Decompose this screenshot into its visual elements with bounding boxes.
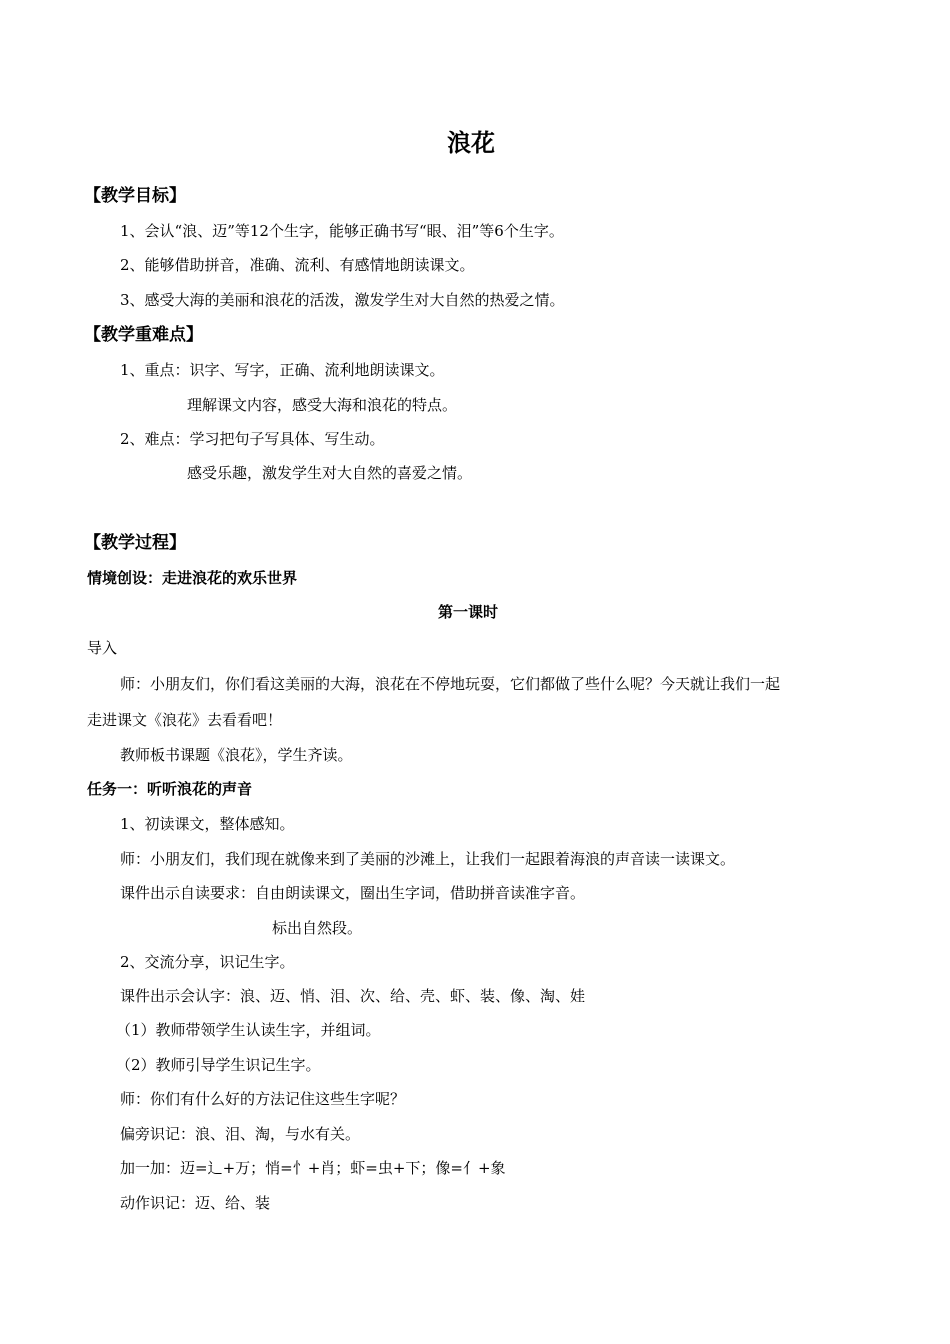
objectives-heading: 【教学目标】 bbox=[84, 186, 186, 206]
task1-line: 加一加：迈=辶+万；悄=忄+肖；虾=虫+下；像=亻+象 bbox=[120, 1159, 506, 1177]
intro-label: 导入 bbox=[87, 639, 118, 657]
task1-line: 偏旁识记：浪、泪、淘，与水有关。 bbox=[120, 1125, 361, 1143]
key-point-continuation: 理解课文内容，感受大海和浪花的特点。 bbox=[187, 396, 458, 414]
task1-line: 2、交流分享，识记生字。 bbox=[120, 953, 295, 971]
task1-line: 动作识记：迈、给、装 bbox=[120, 1194, 271, 1212]
difficulty-continuation: 感受乐趣，激发学生对大自然的喜爱之情。 bbox=[187, 464, 473, 482]
key-points-heading: 【教学重难点】 bbox=[84, 325, 203, 345]
process-heading: 【教学过程】 bbox=[84, 533, 186, 553]
intro-paragraph: 走进课文《浪花》去看看吧！ bbox=[87, 711, 283, 729]
task1-sub-line: （2）教师引导学生识记生字。 bbox=[116, 1056, 321, 1074]
task1-indent-line: 标出自然段。 bbox=[272, 919, 363, 937]
task1-line: 1、初读课文，整体感知。 bbox=[120, 815, 295, 833]
task1-sub-line: （1）教师带领学生认读生字，并组词。 bbox=[116, 1021, 381, 1039]
task1-line: 课件出示会认字：浪、迈、悄、泪、次、给、壳、虾、装、像、淘、娃 bbox=[120, 987, 586, 1005]
intro-paragraph: 师：小朋友们，你们看这美丽的大海，浪花在不停地玩耍，它们都做了些什么呢？今天就让我们一起 bbox=[120, 675, 781, 693]
task1-line: 师：你们有什么好的方法记住这些生字呢？ bbox=[120, 1090, 406, 1108]
scenario-heading: 情境创设：走进浪花的欢乐世界 bbox=[87, 569, 298, 587]
objective-item: 3、感受大海的美丽和浪花的活泼，激发学生对大自然的热爱之情。 bbox=[120, 291, 565, 309]
task1-line: 课件出示自读要求：自由朗读课文，圈出生字词，借助拼音读准字音。 bbox=[120, 884, 586, 902]
lesson-title: 第一课时 bbox=[438, 603, 499, 621]
objective-item: 2、能够借助拼音，准确、流利、有感情地朗读课文。 bbox=[120, 256, 475, 274]
intro-paragraph: 教师板书课题《浪花》，学生齐读。 bbox=[120, 746, 353, 764]
task1-heading: 任务一：听听浪花的声音 bbox=[87, 780, 253, 798]
difficulty-line: 2、难点：学习把句子写具体、写生动。 bbox=[120, 430, 385, 448]
page-title: 浪花 bbox=[447, 129, 495, 157]
task1-line: 师：小朋友们，我们现在就像来到了美丽的沙滩上，让我们一起跟着海浪的声音读一读课文。 bbox=[120, 850, 736, 868]
objective-item: 1、会认“浪、迈”等12个生字，能够正确书写“眼、泪”等6个生字。 bbox=[120, 222, 564, 240]
key-point-line: 1、重点：识字、写字，正确、流利地朗读课文。 bbox=[120, 361, 445, 379]
